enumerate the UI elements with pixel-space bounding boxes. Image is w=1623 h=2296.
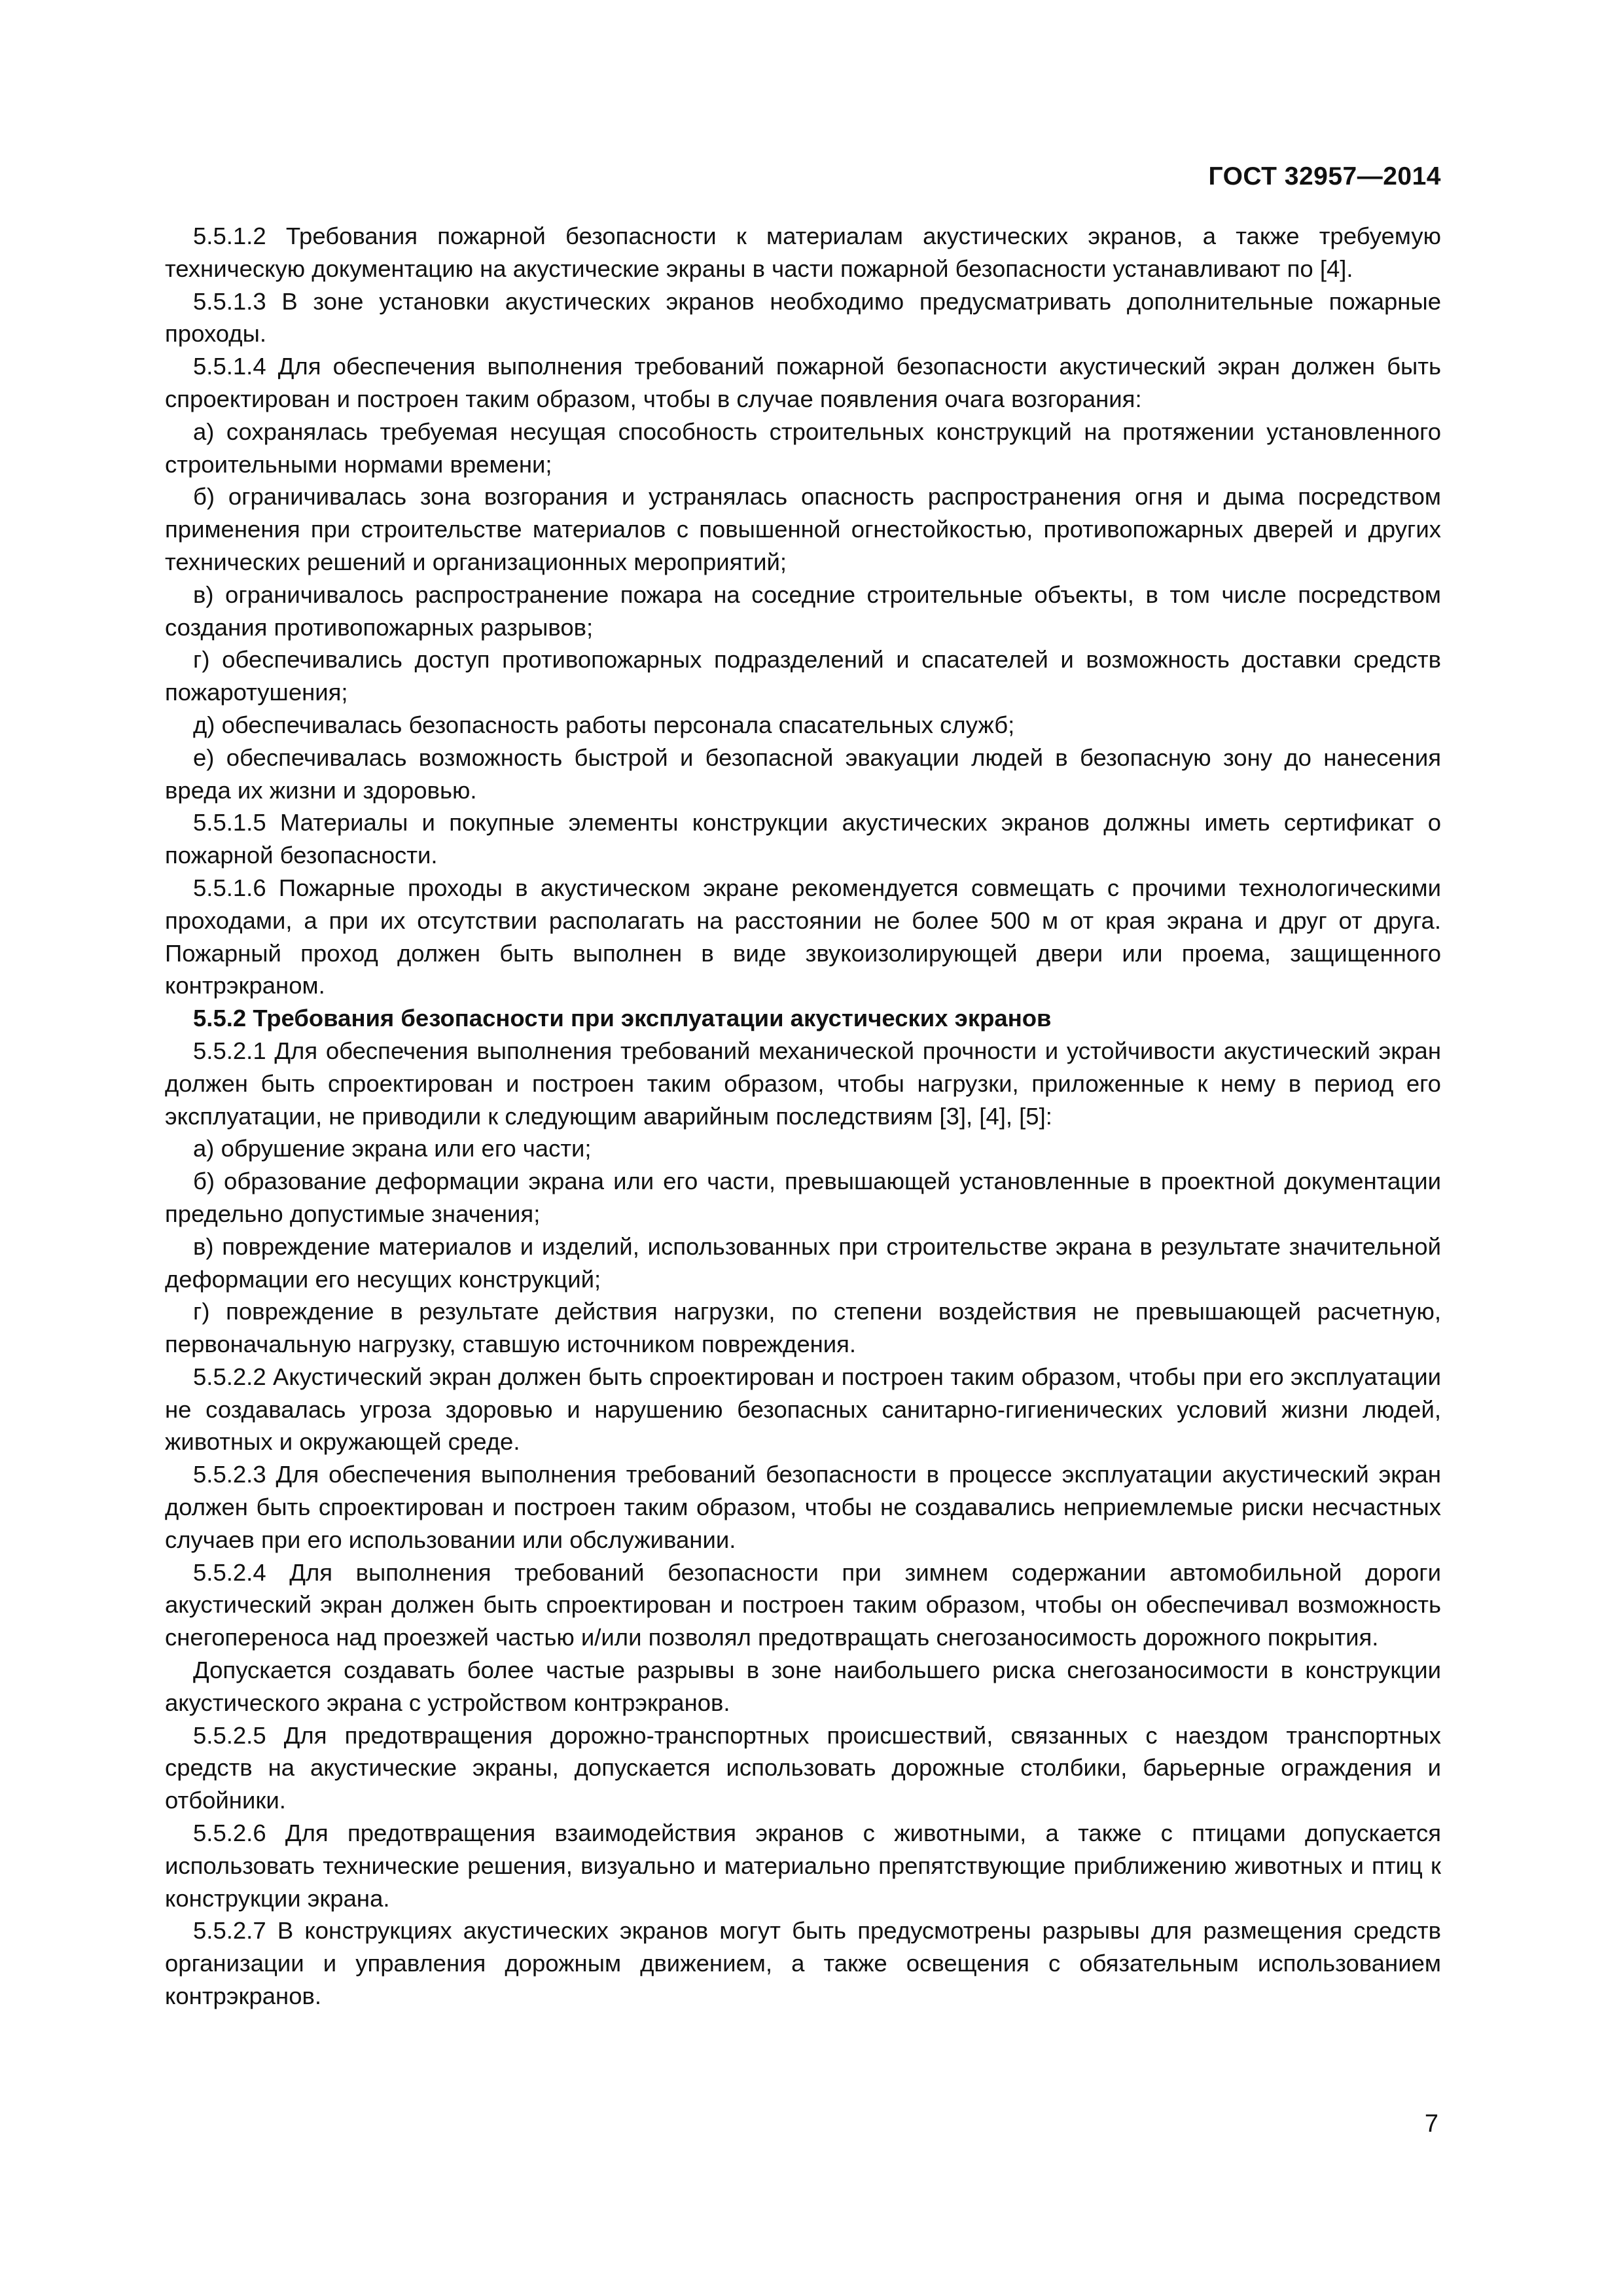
paragraph-5-5-2-2: 5.5.2.2 Акустический экран должен быть спроектирован и построен таким образом, чтобы при его эксплуатации не создавалась угроза здоровью и нарушению безопасных санитарно-гигиенических условий жизни людей, животных и окружающей среде. — [165, 1363, 1441, 1456]
document-code: ГОСТ 32957—2014 — [1208, 162, 1441, 190]
paragraph-5-5-2-3: 5.5.2.3 Для обеспечения выполнения требований безопасности в процессе эксплуатации акустический экран должен быть спроектирован и построен таким образом, чтобы не создавались неприемлемые риски несчастных случаев при его использовании или обслуживании. — [165, 1461, 1441, 1553]
body-text — [165, 220, 1441, 2013]
list-item-d: д) обеспечивалась безопасность работы персонала спасательных служб; — [193, 711, 1015, 738]
paragraph-note: Допускается создавать более частые разрывы в зоне наибольшего риска снегозаносимости в конструкции акустического экрана с устройством контрэкранов. — [165, 1657, 1441, 1716]
paragraph-5-5-2-5: 5.5.2.5 Для предотвращения дорожно-транспортных происшествий, связанных с наездом транспортных средств на акустические экраны, допускается использовать дорожные столбики, барьерные ограждения и отбойники. — [165, 1721, 1441, 1814]
list-item-a: а) обрушение экрана или его части; — [193, 1135, 592, 1162]
page-number: 7 — [1424, 2110, 1438, 2138]
paragraph-5-5-2-1: 5.5.2.1 Для обеспечения выполнения требований механической прочности и устойчивости акустический экран должен быть спроектирован и построен таким образом, чтобы нагрузки, приложенные к нему в период его эксплуатации, не приводили к следующим аварийным последствиям [3], [4], [5]: — [165, 1037, 1441, 1130]
list-item-g: г) обеспечивались доступ противопожарных подразделений и спасателей и возможность доставки средств пожаротушения; — [165, 646, 1441, 706]
paragraph-5-5-2-7: 5.5.2.7 В конструкциях акустических экранов могут быть предусмотрены разрывы для размещения средств организации и управления дорожным движением, а также освещения с обязательным использованием контрэкранов. — [165, 1917, 1441, 2010]
paragraph-5-5-1-4: 5.5.1.4 Для обеспечения выполнения требований пожарной безопасности акустический экран должен быть спроектирован и построен таким образом, чтобы в случае появления очага возгорания: — [165, 353, 1441, 412]
paragraph-5-5-2-4: 5.5.2.4 Для выполнения требований безопасности при зимнем содержании автомобильной дороги акустический экран должен быть спроектирован и построен таким образом, чтобы он обеспечивал возможность снегопереноса над проезжей частью и/или позволял предотвращать снегозаносимость дорожного покрытия. — [165, 1558, 1441, 1651]
paragraph-5-5-1-5: 5.5.1.5 Материалы и покупные элементы конструкции акустических экранов должны иметь сертификат о пожарной безопасности. — [165, 809, 1441, 869]
list-item-v: в) ограничивалось распространение пожара на соседние строительные объекты, в том числе посредством создания противопожарных разрывов; — [165, 581, 1441, 641]
section-heading-5-5-2: 5.5.2 Требования безопасности при эксплуатации акустических экранов — [193, 1005, 1052, 1032]
list-item-b: б) ограничивалась зона возгорания и устранялась опасность распространения огня и дыма посредством применения при строительстве материалов с повышенной огнестойкостью, противопожарных дверей и других технических решений и организационных мероприятий; — [165, 483, 1441, 575]
paragraph-5-5-2-6: 5.5.2.6 Для предотвращения взаимодействия экранов с животными, а также с птицами допускается использовать технические решения, визуально и материально препятствующие приближению животных и птиц к конструкции экрана. — [165, 1820, 1441, 1912]
list-item-a: а) сохранялась требуемая несущая способность строительных конструкций на протяжении установленного строительными нормами времени; — [165, 418, 1441, 478]
paragraph-5-5-1-3: 5.5.1.3 В зоне установки акустических экранов необходимо предусматривать дополнительные пожарные проходы. — [165, 287, 1441, 348]
list-item-v: в) повреждение материалов и изделий, использованных при строительстве экрана в результате значительной деформации его несущих конструкций; — [165, 1232, 1441, 1293]
paragraph-5-5-1-6: 5.5.1.6 Пожарные проходы в акустическом экране рекомендуется совмещать с прочими технологическими проходами, а при их отсутствии располагать на расстоянии не более 500 м от края экрана и друг от друга. Пожарный проход должен быть выполнен в виде звукоизолирующей двери или проема, защищенного контрэкраном. — [165, 874, 1441, 999]
list-item-e: е) обеспечивалась возможность быстрой и безопасной эвакуации людей в безопасную зону до нанесения вреда их жизни и здоровью. — [165, 744, 1441, 804]
list-item-g: г) повреждение в результате действия нагрузки, по степени воздействия не превышающей расчетную, первоначальную нагрузку, ставшую источником повреждения. — [165, 1298, 1441, 1358]
paragraph-5-5-1-2: 5.5.1.2 Требования пожарной безопасности к материалам акустических экранов, а также требуемую техническую документацию на акустические экраны в части пожарной безопасности устанавливают по [4]. — [165, 223, 1441, 282]
list-item-b: б) образование деформации экрана или его части, превышающей установленные в проектной документации предельно допустимые значения; — [165, 1168, 1441, 1227]
